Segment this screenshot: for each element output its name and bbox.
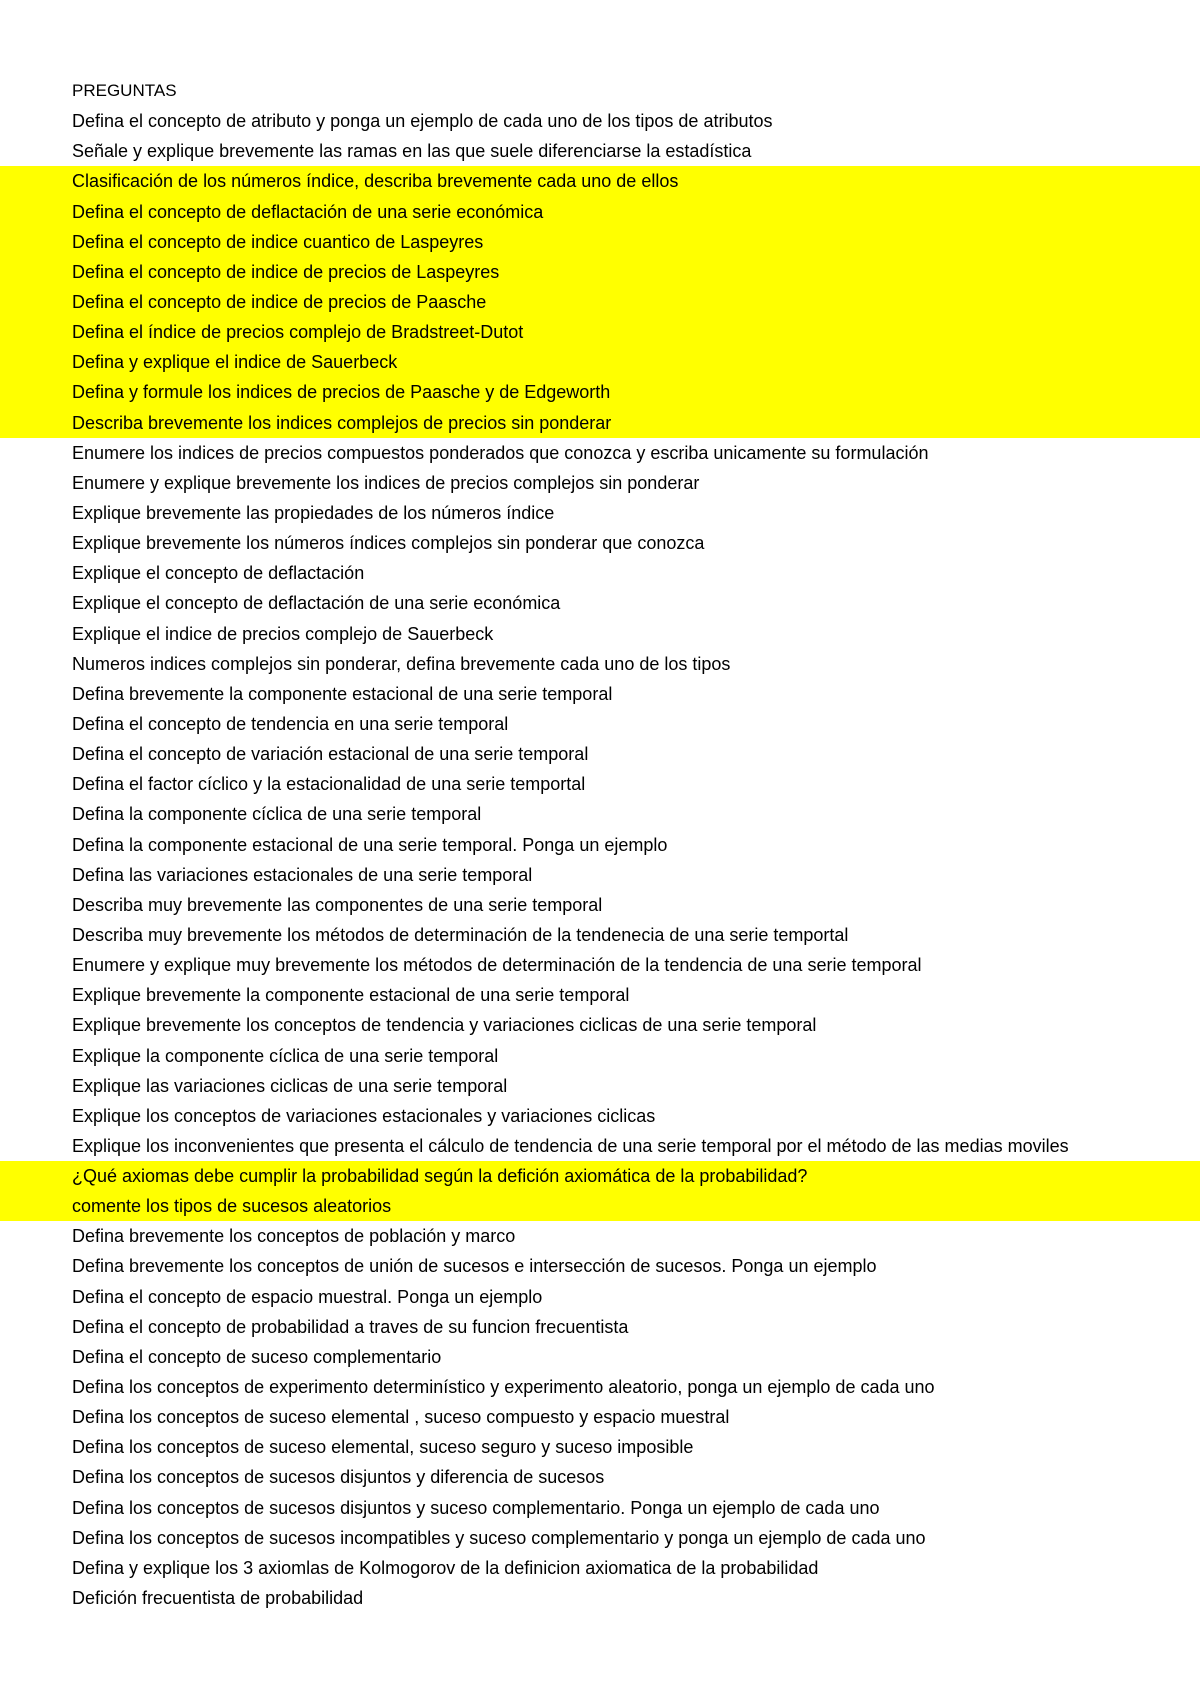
- sheet-header: PREGUNTAS: [72, 81, 177, 100]
- question-row: Numeros indices complejos sin ponderar, defina brevemente cada uno de los tipos: [72, 653, 731, 674]
- question-row: Enumere y explique muy brevemente los métodos de determinación de la tendencia de una serie temporal: [72, 955, 922, 976]
- question-row: Enumere los indices de precios compuestos ponderados que conozca y escriba unicamente su formulación: [72, 442, 929, 463]
- question-row-highlighted: Clasificación de los números índice, describa brevemente cada uno de ellos: [0, 166, 1200, 196]
- question-row: Explique los inconvenientes que presenta el cálculo de tendencia de una serie temporal por el método de las medias moviles: [72, 1135, 1069, 1156]
- question-row: Explique el indice de precios complejo de Sauerbeck: [72, 623, 494, 644]
- question-row: Defina los conceptos de experimento determinístico y experimento aleatorio, ponga un ejemplo de cada uno: [72, 1377, 935, 1398]
- question-row: Defición frecuentista de probabilidad: [72, 1588, 364, 1609]
- question-row: Señale y explique brevemente las ramas en las que suele diferenciarse la estadística: [72, 141, 752, 162]
- question-row: Defina los conceptos de sucesos incompatibles y suceso complementario y ponga un ejemplo de cada uno: [72, 1527, 926, 1548]
- question-row-highlighted: Defina el concepto de indice cuantico de Laspeyres: [0, 227, 1200, 257]
- question-row: Explique brevemente la componente estacional de una serie temporal: [72, 985, 630, 1006]
- question-row: Explique el concepto de deflactación de una serie económica: [72, 593, 561, 614]
- question-row: Defina el concepto de variación estacional de una serie temporal: [72, 744, 589, 765]
- question-row: Explique brevemente los números índices complejos sin ponderar que conozca: [72, 533, 705, 554]
- question-row: Defina los conceptos de suceso elemental , suceso compuesto y espacio muestral: [72, 1407, 730, 1428]
- question-row-highlighted: Describa brevemente los indices complejos de precios sin ponderar: [0, 408, 1200, 438]
- question-row: Describa muy brevemente los métodos de determinación de la tendenecia de una serie temportal: [72, 924, 849, 945]
- question-row: Explique las variaciones ciclicas de una serie temporal: [72, 1075, 508, 1096]
- question-list: [0, 106, 1200, 1613]
- question-row: Defina brevemente la componente estacional de una serie temporal: [72, 683, 613, 704]
- question-row: Defina el concepto de tendencia en una serie temporal: [72, 713, 509, 734]
- question-row-highlighted: ¿Qué axiomas debe cumplir la probabilidad según la defición axiomática de la probabilidad?: [0, 1161, 1200, 1191]
- question-row: Defina las variaciones estacionales de una serie temporal: [72, 864, 533, 885]
- question-row: Defina los conceptos de sucesos disjuntos y suceso complementario. Ponga un ejemplo de cada uno: [72, 1497, 880, 1518]
- question-row: Explique el concepto de deflactación: [72, 563, 365, 584]
- question-row: Defina brevemente los conceptos de unión de sucesos e intersección de sucesos. Ponga un ejemplo: [72, 1256, 877, 1277]
- question-row: Enumere y explique brevemente los indices de precios complejos sin ponderar: [72, 472, 700, 493]
- question-sheet: [0, 76, 1200, 1613]
- question-row: Defina el concepto de probabilidad a traves de su funcion frecuentista: [72, 1316, 629, 1337]
- question-row-highlighted: Defina y formule los indices de precios de Paasche y de Edgeworth: [0, 377, 1200, 407]
- question-row: Defina la componente cíclica de una serie temporal: [72, 804, 482, 825]
- question-row: Defina y explique los 3 axiomlas de Kolmogorov de la definicion axiomatica de la probabilidad: [72, 1557, 819, 1578]
- question-row-highlighted: Defina y explique el indice de Sauerbeck: [0, 347, 1200, 377]
- question-row: Explique brevemente las propiedades de los números índice: [72, 502, 555, 523]
- question-row-highlighted: Defina el concepto de deflactación de una serie económica: [0, 197, 1200, 227]
- question-row: Defina los conceptos de suceso elemental, suceso seguro y suceso imposible: [72, 1437, 694, 1458]
- question-row-highlighted: comente los tipos de sucesos aleatorios: [0, 1191, 1200, 1221]
- question-row: Defina el concepto de suceso complementario: [72, 1346, 442, 1367]
- question-row: Describa muy brevemente las componentes de una serie temporal: [72, 894, 603, 915]
- question-row-highlighted: Defina el concepto de indice de precios de Laspeyres: [0, 257, 1200, 287]
- question-row-highlighted: Defina el índice de precios complejo de Bradstreet-Dutot: [0, 317, 1200, 347]
- question-row-highlighted: Defina el concepto de indice de precios de Paasche: [0, 287, 1200, 317]
- question-row: Explique los conceptos de variaciones estacionales y variaciones ciclicas: [72, 1105, 656, 1126]
- question-row: Defina la componente estacional de una serie temporal. Ponga un ejemplo: [72, 834, 668, 855]
- question-row: Explique brevemente los conceptos de tendencia y variaciones ciclicas de una serie temporal: [72, 1015, 817, 1036]
- question-row: Explique la componente cíclica de una serie temporal: [72, 1045, 499, 1066]
- question-row: Defina los conceptos de sucesos disjuntos y diferencia de sucesos: [72, 1467, 605, 1488]
- question-row: Defina el concepto de espacio muestral. Ponga un ejemplo: [72, 1286, 543, 1307]
- question-row: Defina el concepto de atributo y ponga un ejemplo de cada uno de los tipos de atributos: [72, 111, 773, 132]
- question-row: Defina el factor cíclico y la estacionalidad de una serie temportal: [72, 774, 586, 795]
- question-row: Defina brevemente los conceptos de población y marco: [72, 1226, 516, 1247]
